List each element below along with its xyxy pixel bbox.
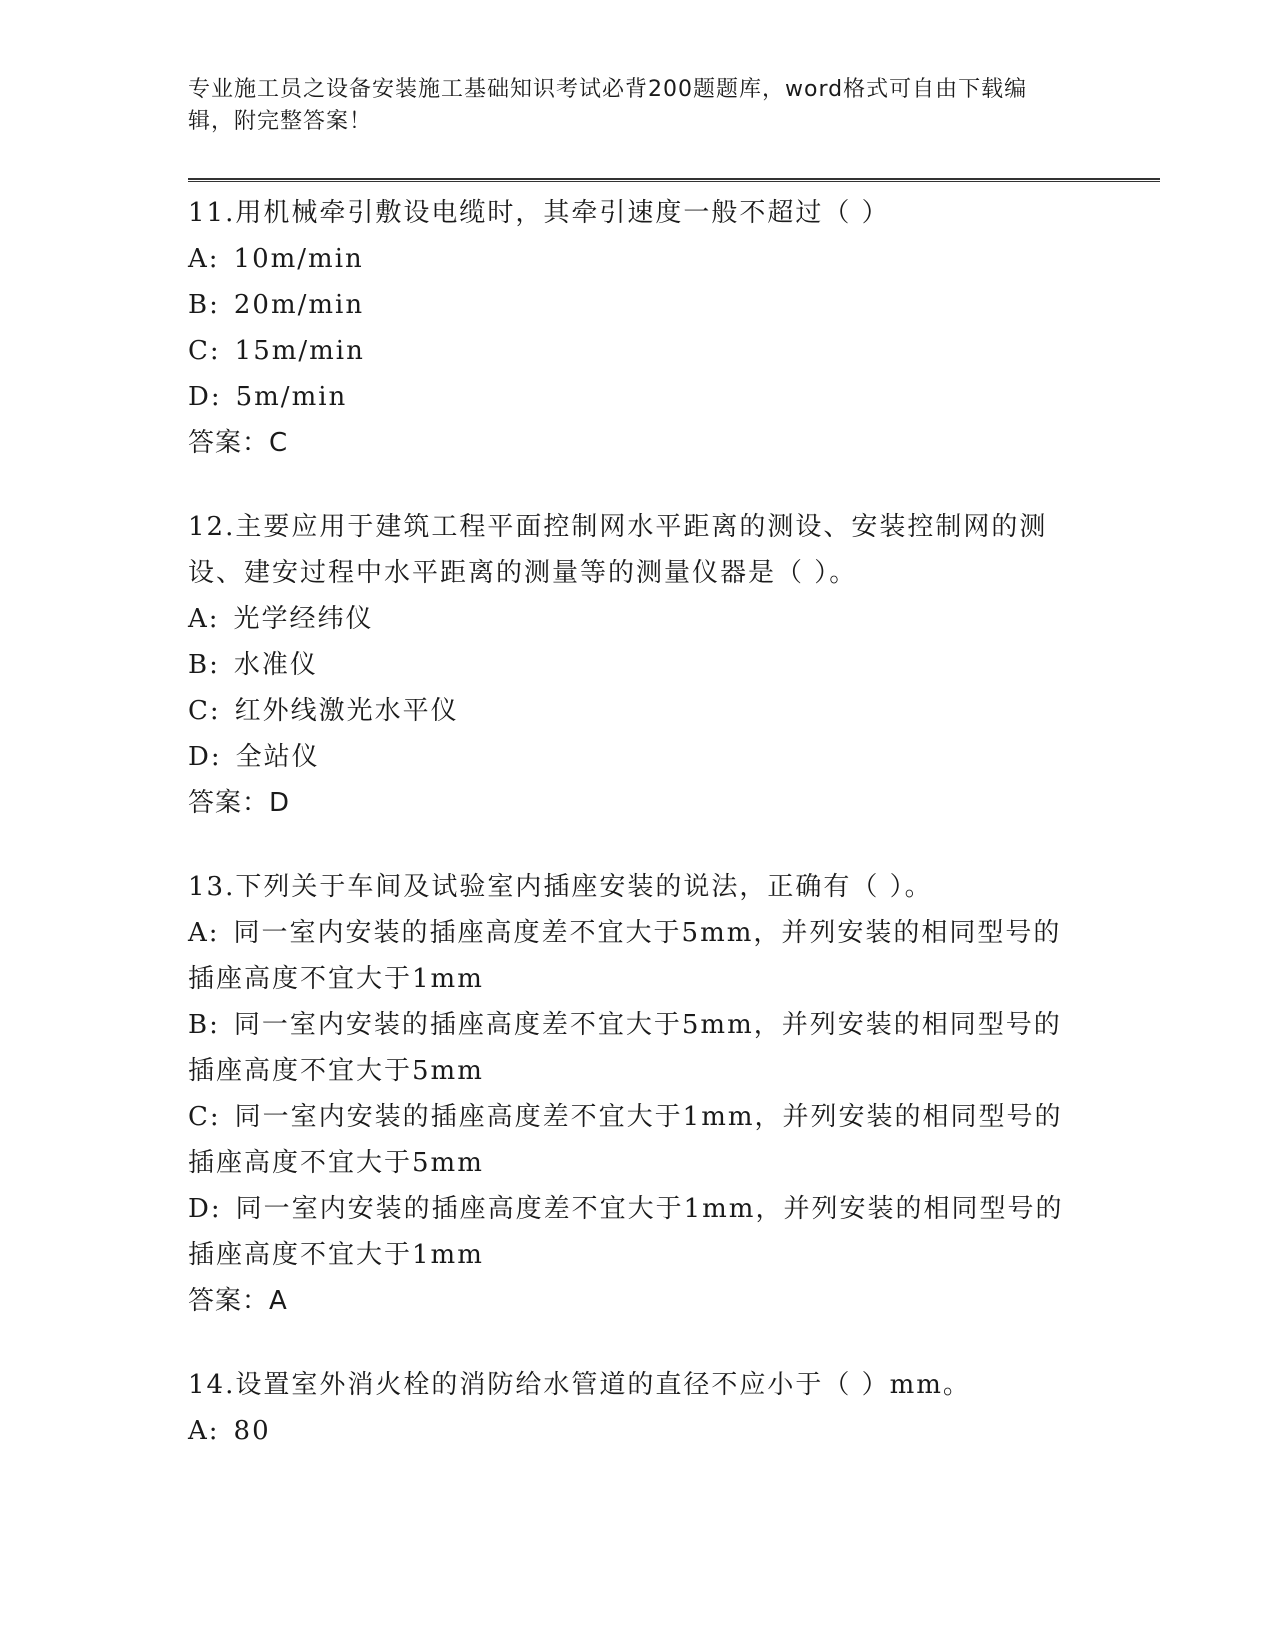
option-c: [188, 328, 1088, 374]
option-text: 水准仪: [233, 650, 318, 680]
option-text: 5m/min: [235, 382, 348, 412]
option-text: 80: [233, 1416, 271, 1446]
option-c: [188, 1094, 1088, 1186]
option-d: [188, 374, 1088, 420]
option-b: [188, 282, 1088, 328]
question-stem: 13.下列关于车间及试验室内插座安装的说法，正确有（ ）。: [188, 872, 933, 902]
option-label: D:: [188, 382, 222, 412]
answer-text: 答案：C: [188, 428, 289, 458]
option-label: C:: [188, 336, 221, 366]
option-text: 同一室内安装的插座高度差不宜大于1mm，并列安装的相同型号的插座高度不宜大于5mm: [188, 1102, 1063, 1178]
option-label: B:: [188, 650, 220, 680]
option-text: 全站仪: [235, 742, 320, 772]
option-label: C:: [188, 1102, 221, 1132]
option-label: D:: [188, 1194, 222, 1224]
question-11: [188, 190, 1088, 466]
option-text: 20m/min: [233, 290, 365, 320]
option-d: [188, 734, 1088, 780]
option-a: [188, 596, 1088, 642]
option-b: [188, 642, 1088, 688]
option-label: D:: [188, 742, 222, 772]
question-13: [188, 864, 1088, 1324]
option-text: 光学经纬仪: [233, 604, 374, 634]
option-d: [188, 1186, 1088, 1278]
option-label: A:: [188, 604, 220, 634]
option-a: [188, 910, 1088, 1002]
answer-text: 答案：A: [188, 1286, 288, 1316]
option-text: 红外线激光水平仪: [234, 696, 459, 726]
header-divider: [188, 178, 1160, 182]
option-text: 同一室内安装的插座高度差不宜大于1mm，并列安装的相同型号的插座高度不宜大于1mm: [188, 1194, 1064, 1270]
option-label: C:: [188, 696, 221, 726]
option-text: 15m/min: [234, 336, 365, 366]
question-12: [188, 504, 1088, 826]
option-text: 同一室内安装的插座高度差不宜大于5mm，并列安装的相同型号的插座高度不宜大于5mm: [188, 1010, 1062, 1086]
option-label: A:: [188, 244, 220, 274]
question-list: [188, 190, 1088, 1492]
option-label: A:: [188, 918, 220, 948]
option-text: 10m/min: [233, 244, 364, 274]
option-text: 同一室内安装的插座高度差不宜大于5mm，并列安装的相同型号的插座高度不宜大于1mm: [188, 918, 1062, 994]
option-b: [188, 1002, 1088, 1094]
option-c: [188, 688, 1088, 734]
option-label: B:: [188, 290, 220, 320]
document-header: 专业施工员之设备安装施工基础知识考试必背200题题库，word格式可自由下载编辑，附完整答案！: [188, 77, 1028, 134]
option-a: [188, 1408, 1088, 1454]
question-stem: 14.设置室外消火栓的消防给水管道的直径不应小于（ ）mm。: [188, 1370, 971, 1400]
option-label: A:: [188, 1416, 220, 1446]
question-stem: 12.主要应用于建筑工程平面控制网水平距离的测设、安装控制网的测设、建安过程中水平距离的测量等的测量仪器是（ ）。: [188, 512, 1048, 588]
question-stem: 11.用机械牵引敷设电缆时，其牵引速度一般不超过（ ）: [188, 198, 890, 228]
answer-text: 答案：D: [188, 788, 291, 818]
option-label: B:: [188, 1010, 220, 1040]
question-14: [188, 1362, 1088, 1454]
option-a: [188, 236, 1088, 282]
